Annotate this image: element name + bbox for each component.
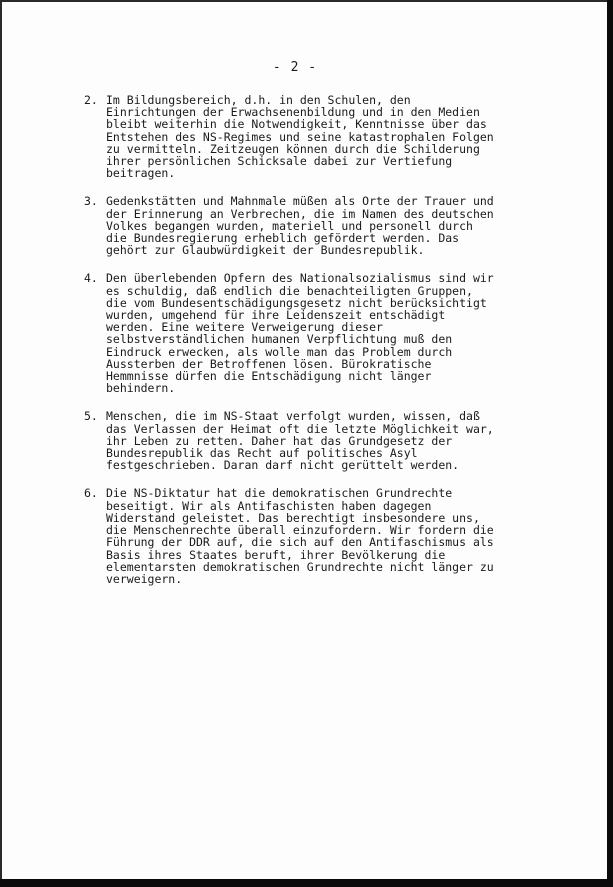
list-item [84, 195, 514, 256]
list-item [84, 410, 514, 471]
scan-edge-bottom [0, 879, 613, 887]
scan-edge-top [0, 0, 613, 2]
item-text: Die NS-Diktatur hat die demokratischen Grundrechte beseitigt. Wir als Antifaschisten haben dagegen Widerstand geleistet. Das berechtigt insbesondere uns, die Menschenrechte überall einzufordern. Wir fordern die Führung der DDR auf, die sich auf den Antifaschismus als Basis ihres Staates beruft, ihrer Bevölkerung die elementarsten demokratischen Grundrechte nicht länger zu verweigern. [106, 486, 494, 586]
list-item [84, 487, 514, 585]
item-number: 6. [84, 486, 98, 501]
numbered-list [84, 94, 514, 601]
list-item [84, 272, 514, 394]
list-item [84, 94, 514, 179]
scan-edge-left [0, 0, 2, 887]
scan-edge-right [607, 0, 613, 887]
item-number: 3. [84, 194, 98, 209]
item-number: 4. [84, 271, 98, 286]
page-number: - 2 - [272, 60, 318, 75]
item-text: Im Bildungsbereich, d.h. in den Schulen, den Einrichtungen der Erwachsenenbildung und in den Medien bleibt weiterhin die Notwendigkeit, Kenntnisse über das Entstehen des NS-Regimes und seine katastrophalen Folgen zu vermitteln. Zeitzeugen können durch die Schilderung ihrer persönlichen Schicksale dabei zur Vertiefung beitragen. [106, 93, 494, 181]
item-text: Menschen, die im NS-Staat verfolgt wurden, wissen, daß das Verlassen der Heimat oft die letzte Möglichkeit war, ihr Leben zu retten. Daher hat das Grundgesetz der Bundesrepublik das Recht auf politisches Asyl festgeschrieben. Daran darf nicht gerüttelt werden. [106, 409, 494, 473]
item-number: 5. [84, 409, 98, 424]
item-text: Den überlebenden Opfern des Nationalsozialismus sind wir es schuldig, daß endlich die benachteiligten Gruppen, die vom Bundesentschädigungsgesetz nicht berücksichtigt wurden, umgehend für ihre Leidenszeit entschädigt werden. Eine weitere Verweigerung dieser selbstverständlichen humanen Verpflichtung muß den Eindruck erwecken, als wolle man das Problem durch Aussterben der Betroffenen lösen. Bürokratische Hemmnisse dürfen die Entschädigung nicht länger behindern. [106, 271, 494, 396]
item-number: 2. [84, 93, 98, 107]
item-text: Gedenkstätten und Mahnmale müßen als Orte der Trauer und der Erinnerung an Verbrechen, die im Namen des deutschen Volkes begangen wurden, materiell und personell durch die Bundesregierung erheblich gefördert werden. Das gehört zur Glaubwürdigkeit der Bundesrepublik. [106, 194, 494, 258]
